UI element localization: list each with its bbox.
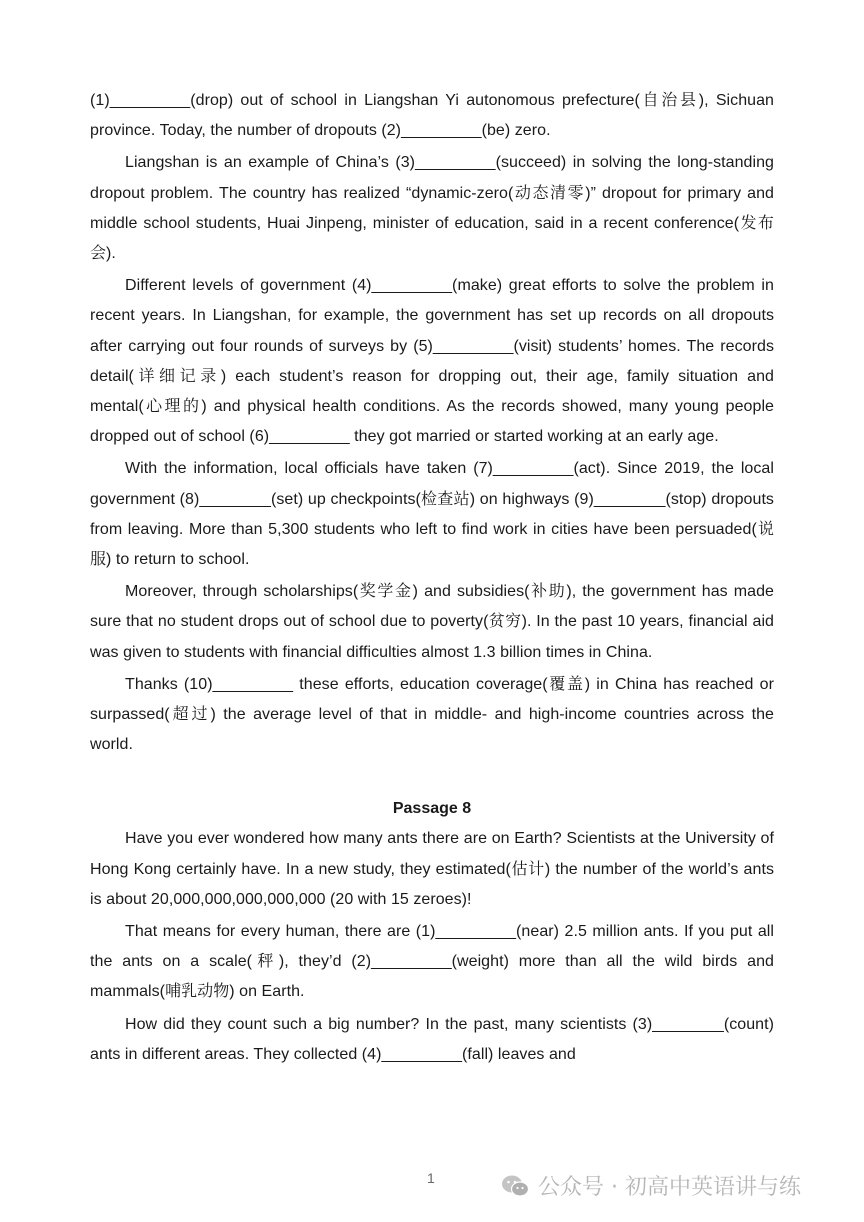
p8-paragraph-2: That means for every human, there are (1)_________(near) 2.5 million ants. If you put all the ants on a scale(秤), they’d (2)_________(weight) more than all the wild birds and mammals(哺乳动物) on Earth. (90, 923, 774, 1001)
p7-paragraph-1: (1)_________(drop) out of school in Liangshan Yi autonomous prefecture(自治县), Sichuan province. Today, the number of dropouts (2)_________(be) zero. (90, 92, 774, 140)
p8-paragraph-3: How did they count such a big number? In the past, many scientists (3)________(count) ants in different areas. They collected (4)_________(fall) leaves and (90, 1015, 774, 1063)
p7-paragraph-5: Moreover, through scholarships(奖学金) and subsidies(补助), the government has made sure that no student drops out of school due to poverty(贫穷). In the past 10 years, financial aid was given to students with financial difficulties almost 1.3 billion times in China. (90, 583, 774, 661)
p7-paragraph-2: Liangshan is an example of China’s (3)_________(succeed) in solving the long-standing dropout problem. The country has realized “dynamic-zero(动态清零)” dropout for primary and middle school students, Huai Jinpeng, minister of education, said in a recent conference(发布会). (90, 154, 774, 263)
wechat-icon (500, 1173, 530, 1199)
wechat-watermark (500, 1170, 801, 1201)
p8-paragraph-1: Have you ever wondered how many ants there are on Earth? Scientists at the University of Hong Kong certainly have. In a new study, they estimated(估计) the number of the world’s ants is about 20,000,000,000,000,000 (20 with 15 zeroes)! (90, 830, 774, 908)
p7-paragraph-3: Different levels of government (4)_________(make) great efforts to solve the problem in recent years. In Liangshan, for example, the government has set up records on all dropouts after carrying out four rounds of surveys by (5)_________(visit) students’ homes. The records detail(详细记录) each student’s reason for dropping out, their age, family situation and mental(心理的) and physical health conditions. As the records showed, many young people dropped out of school (6)_________ they got married or started working at an early age. (90, 277, 774, 446)
passage-8-title: Passage 8 (392, 800, 472, 818)
document-page (90, 86, 774, 1070)
watermark-text: 公众号 · 初高中英语讲与练 (538, 1175, 801, 1200)
p7-paragraph-4: With the information, local officials have taken (7)_________(act). Since 2019, the local government (8)________(set) up checkpoints(检查站) on highways (9)________(stop) dropouts from leaving. More than 5,300 students who left to find work in cities have been persuaded(说服) to return to school. (90, 460, 774, 569)
p7-paragraph-6: Thanks (10)_________ these efforts, education coverage(覆盖) in China has reached or surpassed(超过) the average level of that in middle- and high-income countries across the world. (90, 675, 774, 754)
page-number: 1 (427, 1170, 435, 1186)
